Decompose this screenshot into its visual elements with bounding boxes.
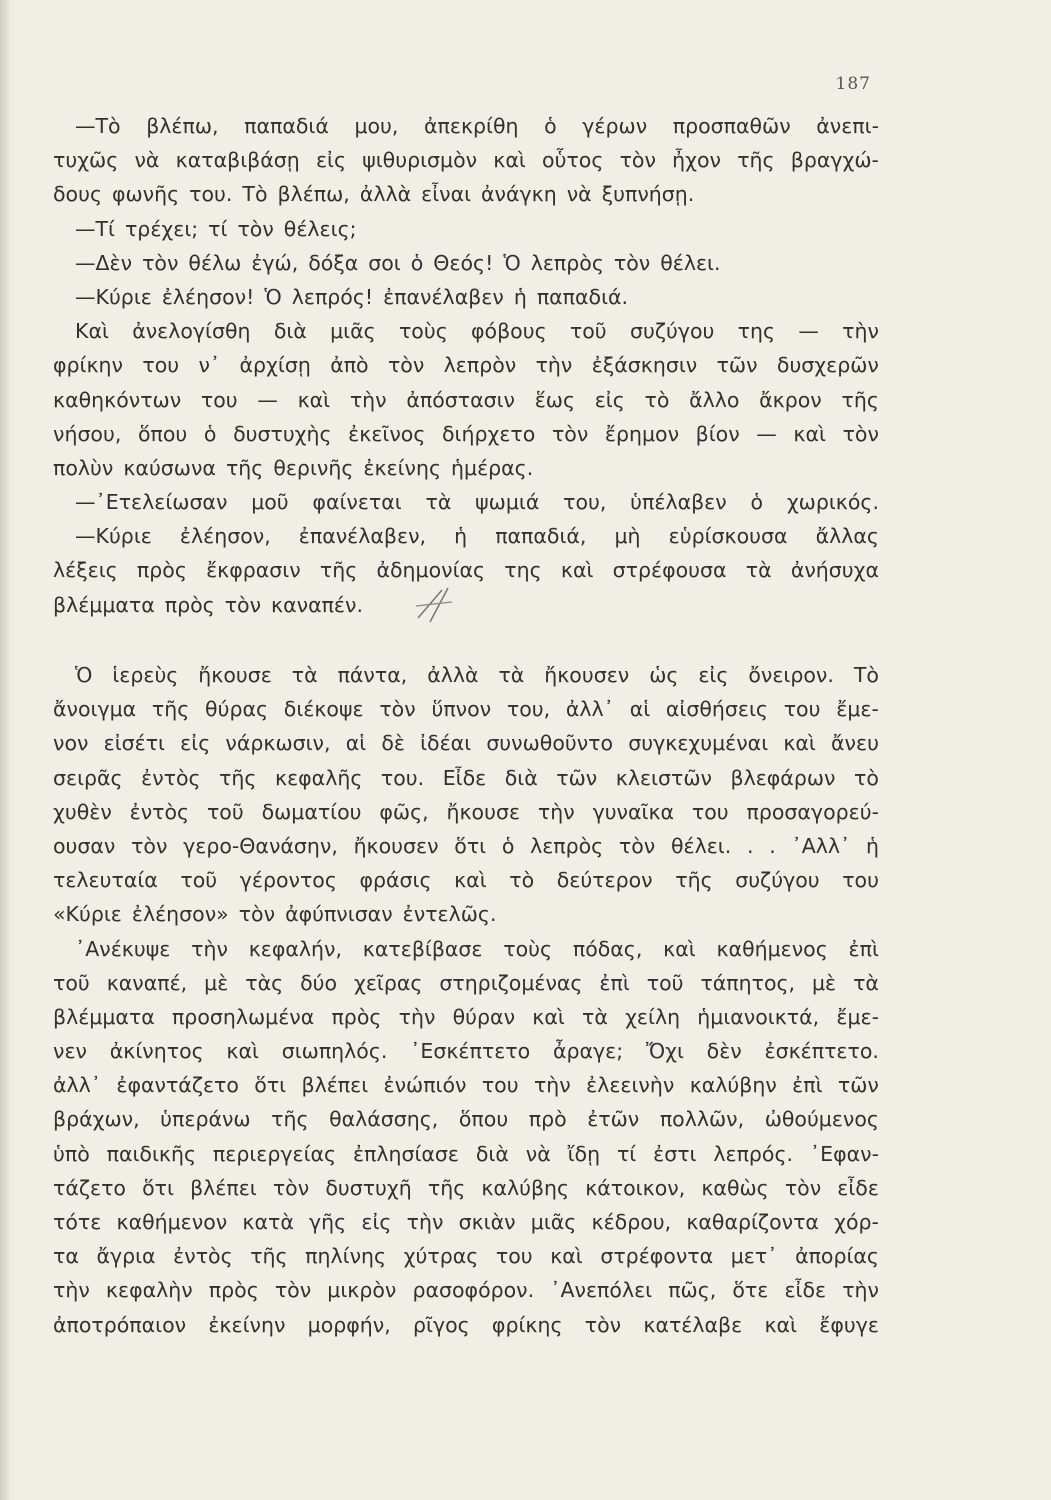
text-line: ᾽Ανέκυψε τὴν κεφαλήν, κατεβίβασε τοὺς πόδας, καὶ καθήμενος ἐπὶ (75, 936, 879, 961)
text-section-1 (53, 109, 879, 622)
text-line: νεν ἀκίνητος καὶ σιωπηλός. ᾽Εσκέπτετο ἆραγε; Ὄχι δὲν ἐσκέπτετο. (53, 1039, 879, 1064)
text-line: —Τί τρέχει; τί τὸν θέλεις; (75, 216, 357, 241)
text-line: ὑπὸ παιδικῆς περιεργείας ἐπλησίασε διὰ νὰ ἴδῃ τί ἐστι λεπρός. ᾽Εφαν- (53, 1141, 879, 1166)
text-line: ἄνοιγμα τῆς θύρας διέκοψε τὸν ὕπνον του, ἀλλ᾽ αἱ αἰσθήσεις του ἔμε- (53, 697, 879, 722)
text-line: λέξεις πρὸς ἔκφρασιν τῆς ἀδημονίας της καὶ στρέφουσα τὰ ἀνήσυχα (53, 558, 879, 583)
text-section-2 (53, 658, 879, 1342)
text-line: νον εἰσέτι εἰς νάρκωσιν, αἱ δὲ ἰδέαι συνωθοῦντο συγκεχυμέναι καὶ ἄνευ (53, 731, 879, 756)
page-edge-shadow (0, 0, 12, 1500)
text-line: καθηκόντων του — καὶ τὴν ἀπόστασιν ἕως εἰς τὸ ἄλλο ἄκρον τῆς (53, 387, 879, 412)
text-line: χυθὲν ἐντὸς τοῦ δωματίου φῶς, ἤκουσε τὴν γυναῖκα του προσαγορεύ- (53, 799, 879, 824)
pencil-mark-icon (412, 582, 456, 626)
text-line: δους φωνῆς του. Τὸ βλέπω, ἀλλὰ εἶναι ἀνάγκη νὰ ξυπνήσῃ. (53, 182, 695, 207)
text-line: —Δὲν τὸν θέλω ἐγώ, δόξα σοι ὁ Θεός! Ὁ λεπρὸς τὸν θέλει. (75, 250, 721, 275)
text-line: τυχῶς νὰ καταβιβάσῃ εἰς ψιθυρισμὸν καὶ οὗτος τὸν ἦχον τῆς βραγχώ- (53, 148, 879, 173)
text-line: Καὶ ἀνελογίσθη διὰ μιᾶς τοὺς φόβους τοῦ συζύγου της — τὴν (75, 319, 879, 344)
text-line: τελευταία τοῦ γέροντος φράσις καὶ τὸ δεύτερον τῆς συζύγου του (53, 868, 879, 893)
text-line: βλέμματα πρὸς τὸν καναπέν. (53, 592, 363, 617)
text-line: ἀλλ᾽ ἐφαντάζετο ὅτι βλέπει ἐνώπιόν του τὴν ἐλεεινὴν καλύβην ἐπὶ τῶν (53, 1073, 879, 1098)
text-line: φρίκην του ν᾽ ἀρχίσῃ ἀπὸ τὸν λεπρὸν τὴν ἐξάσκησιν τῶν δυσχερῶν (53, 353, 879, 378)
page-number: 187 (835, 74, 871, 94)
text-line: τάζετο ὅτι βλέπει τὸν δυστυχῆ τῆς καλύβης κάτοικον, καθὼς τὸν εἶδε (53, 1175, 879, 1200)
text-line: —Κύριε ἐλέησον, ἐπανέλαβεν, ἡ παπαδιά, μὴ εὑρίσκουσα ἄλλας (75, 524, 879, 549)
text-line: Ὁ ἱερεὺς ἤκουσε τὰ πάντα, ἀλλὰ τὰ ἤκουσεν ὡς εἰς ὄνειρον. Τὸ (75, 663, 879, 687)
text-line: νήσου, ὅπου ὁ δυστυχὴς ἐκεῖνος διήρχετο τὸν ἔρημον βίον — καὶ τὸν (53, 421, 879, 446)
text-line: —Κύριε ἐλέησον! Ὁ λεπρός! ἐπανέλαβεν ἡ παπαδιά. (75, 284, 629, 309)
text-line: τοῦ καναπέ, μὲ τὰς δύο χεῖρας στηριζομένας ἐπὶ τοῦ τάπητος, μὲ τὰ (53, 970, 879, 995)
text-line: ουσαν τὸν γερο-Θανάσην, ἤκουσεν ὅτι ὁ λεπρὸς τὸν θέλει. . . ᾽Αλλ᾽ ἡ (53, 833, 879, 858)
text-line: βλέμματα προσηλωμένα πρὸς τὴν θύραν καὶ τὰ χείλη ἡμιανοικτά, ἔμε- (53, 1004, 879, 1029)
text-line: τότε καθήμενον κατὰ γῆς εἰς τὴν σκιὰν μιᾶς κέδρου, καθαρίζοντα χόρ- (53, 1210, 879, 1234)
text-line: «Κύριε ἐλέησον» τὸν ἀφύπνισαν ἐντελῶς. (53, 902, 497, 927)
text-line: πολὺν καύσωνα τῆς θερινῆς ἐκείνης ἡμέρας. (53, 455, 534, 480)
text-line: τὴν κεφαλὴν πρὸς τὸν μικρὸν ρασοφόρον. ᾽Ανεπόλει πῶς, ὅτε εἶδε τὴν (53, 1278, 879, 1303)
text-line: βράχων, ὑπεράνω τῆς θαλάσσης, ὅπου πρὸ ἐτῶν πολλῶν, ὠθούμενος (53, 1107, 879, 1132)
text-line: —Τὸ βλέπω, παπαδιά μου, ἀπεκρίθη ὁ γέρων προσπαθῶν ἀνεπι- (75, 114, 879, 138)
text-line: σειρᾶς ἐντὸς τῆς κεφαλῆς του. Εἶδε διὰ τῶν κλειστῶν βλεφάρων τὸ (53, 765, 879, 790)
text-line: ἀποτρόπαιον ἐκείνην μορφήν, ρῖγος φρίκης τὸν κατέλαβε καὶ ἔφυγε (53, 1312, 879, 1337)
text-line: τα ἄγρια ἐντὸς τῆς πηλίνης χύτρας του καὶ στρέφοντα μετ᾽ ἀπορίας (53, 1244, 879, 1269)
text-line: —᾽Ετελείωσαν μοῦ φαίνεται τὰ ψωμιά του, ὑπέλαβεν ὁ χωρικός. (75, 490, 879, 515)
